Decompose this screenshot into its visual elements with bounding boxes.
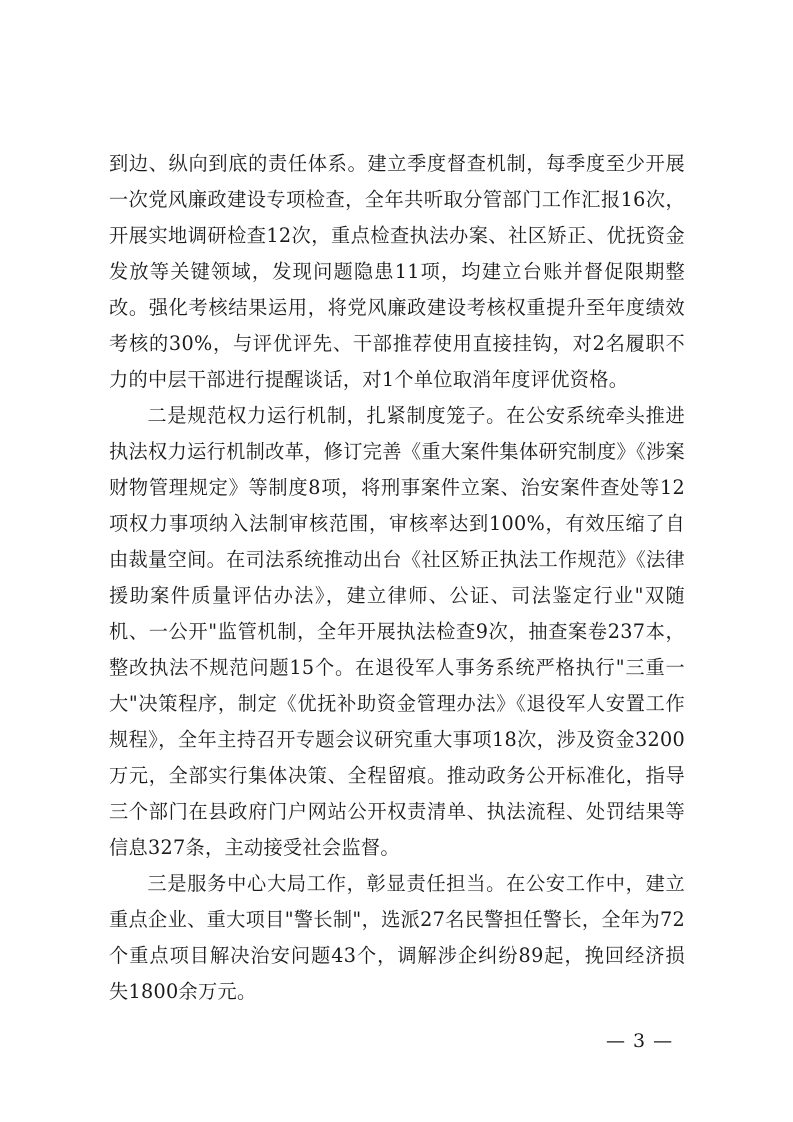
paragraph-serve-center: 三是服务中心大局工作，彰显责任担当。在公安工作中，建立重点企业、重大项目"警长制"，选派27名民警担任警长，全年为72个重点项目解决治安问题43个，调解涉企纠纷89起，挽回经济损失1800余万元。 bbox=[109, 872, 685, 1003]
document-body bbox=[109, 146, 685, 1010]
paragraph-regulate-power: 二是规范权力运行机制，扎紧制度笼子。在公安系统牵头推进执法权力运行机制改革，修订完善《重大案件集体研究制度》《涉案财物管理规定》等制度8项，将刑事案件立案、治安案件查处等12项权力事项纳入法制审核范围，审核率达到100%，有效压缩了自由裁量空间。在司法系统推动出台《社区矫正执法工作规范》《法律援助案件质量评估办法》，建立律师、公证、司法鉴定行业"双随机、一公开"监管机制，全年开展执法检查9次，抽查案卷237本，整改执法不规范问题15个。在退役军人事务系统严格执行"三重一大"决策程序，制定《优抚补助资金管理办法》《退役军人安置工作规程》，全年主持召开专题会议研究重大事项18次，涉及资金3200万元，全部实行集体决策、全程留痕。推动政务公开标准化，指导三个部门在县政府门户网站公开权责清单、执法流程、处罚结果等信息327条，主动接受社会监督。 bbox=[109, 404, 685, 859]
page-number: — 3 — bbox=[606, 1030, 674, 1052]
paragraph-continuation: 到边、纵向到底的责任体系。建立季度督查机制，每季度至少开展一次党风廉政建设专项检查，全年共听取分管部门工作汇报16次，开展实地调研检查12次，重点检查执法办案、社区矫正、优抚资金发放等关键领域，发现问题隐患11项，均建立台账并督促限期整改。强化考核结果运用，将党风廉政建设考核权重提升至年度绩效考核的30%，与评优评先、干部推荐使用直接挂钩，对2名履职不力的中层干部进行提醒谈话，对1个单位取消年度评优资格。 bbox=[109, 152, 685, 391]
